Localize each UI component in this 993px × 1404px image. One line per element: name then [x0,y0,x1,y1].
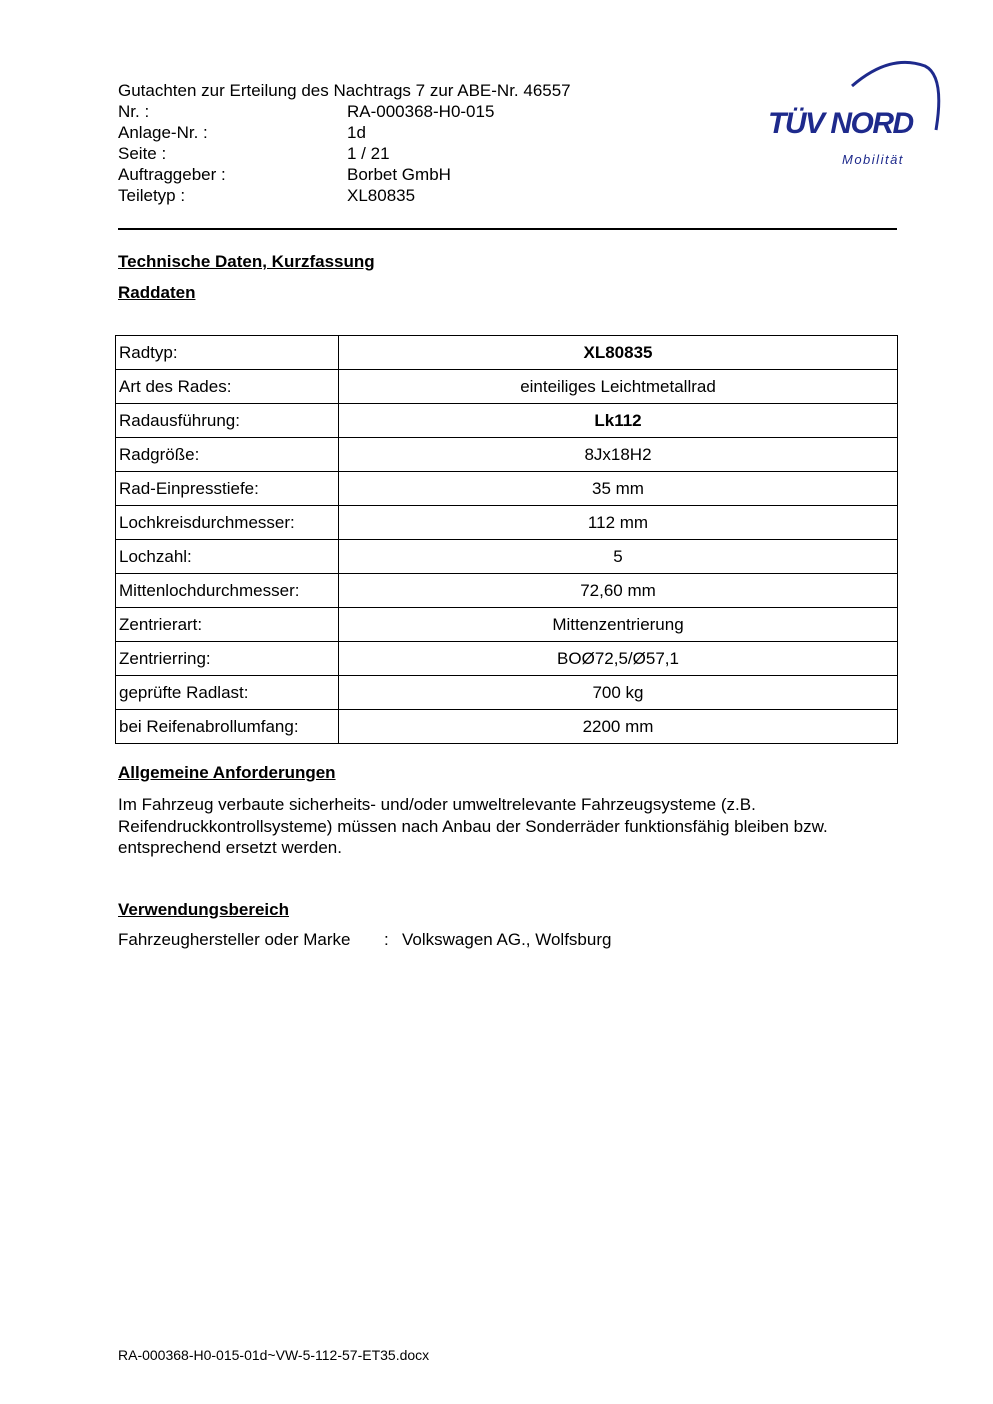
usage-value: Volkswagen AG., Wolfsburg [402,930,612,949]
wheel-data-heading: Raddaten [118,283,196,302]
row-label: Radtyp: [116,336,339,370]
usage-separator: : [384,930,389,949]
meta-value: RA-000368-H0-015 [347,102,495,121]
table-row [116,336,898,370]
row-value: Mittenzentrierung [339,608,898,642]
table-row [116,676,898,710]
meta-label: Anlage-Nr. : [118,123,208,142]
header-divider [118,228,897,230]
meta-row-anlage [118,122,571,143]
logo-wordmark: TÜV NORD [768,107,913,140]
row-label: Radgröße: [116,438,339,472]
meta-label: Auftraggeber : [118,165,226,184]
technical-data-heading: Technische Daten, Kurzfassung [118,252,375,271]
meta-value: Borbet GmbH [347,165,451,184]
table-row [116,438,898,472]
row-value: 5 [339,540,898,574]
row-value: 112 mm [339,506,898,540]
row-label: Lochzahl: [116,540,339,574]
meta-label: Seite : [118,144,167,163]
meta-label: Teiletyp : [118,186,186,205]
meta-row-nr [118,101,571,122]
row-value: 8Jx18H2 [339,438,898,472]
usage-row [118,930,611,950]
row-value: XL80835 [339,336,898,370]
table-row [116,506,898,540]
meta-value: 1d [347,123,366,142]
meta-row-seite [118,143,571,164]
table-row [116,642,898,676]
row-value: 35 mm [339,472,898,506]
table-row [116,472,898,506]
row-label: bei Reifenabrollumfang: [116,710,339,744]
row-value: 72,60 mm [339,574,898,608]
row-label: Radausführung: [116,404,339,438]
meta-value: 1 / 21 [347,144,390,163]
row-label: Rad-Einpresstiefe: [116,472,339,506]
document-title: Gutachten zur Erteilung des Nachtrags 7 zur ABE-Nr. 46557 [118,81,571,100]
row-value: einteiliges Leichtmetallrad [339,370,898,404]
row-value: 700 kg [339,676,898,710]
table-row [116,574,898,608]
row-value: 2200 mm [339,710,898,744]
footer-filename: RA-000368-H0-015-01d~VW-5-112-57-ET35.docx [118,1347,430,1363]
usage-heading: Verwendungsbereich [118,900,289,919]
row-label: Mittenlochdurchmesser: [116,574,339,608]
meta-value: XL80835 [347,186,416,205]
row-label: Art des Rades: [116,370,339,404]
table-row [116,404,898,438]
table-row [116,540,898,574]
requirements-heading: Allgemeine Anforderungen [118,763,336,782]
row-value: BOØ72,5/Ø57,1 [339,642,898,676]
table-row [116,608,898,642]
wheel-data-table [115,335,898,744]
meta-row-auftraggeber [118,164,571,185]
table-row [116,710,898,744]
row-value: Lk112 [339,404,898,438]
row-label: Zentrierart: [116,608,339,642]
tuev-nord-logo [760,58,945,173]
requirements-text: Im Fahrzeug verbaute sicherheits- und/oder umweltrelevante Fahrzeugsysteme (z.B. Reifendruckkontrollsysteme) müssen nach Anbau der Sonderräder funktionsfähig bleiben bzw. entsprechend ersetzt werden. [118,795,828,857]
table-row [116,370,898,404]
usage-label: Fahrzeughersteller oder Marke [118,930,351,949]
logo-subtitle: Mobilität [842,152,904,167]
row-label: Zentrierring: [116,642,339,676]
meta-row-teiletyp [118,185,571,206]
row-label: Lochkreisdurchmesser: [116,506,339,540]
meta-label: Nr. : [118,102,150,121]
document-header [118,80,571,206]
row-label: geprüfte Radlast: [116,676,339,710]
